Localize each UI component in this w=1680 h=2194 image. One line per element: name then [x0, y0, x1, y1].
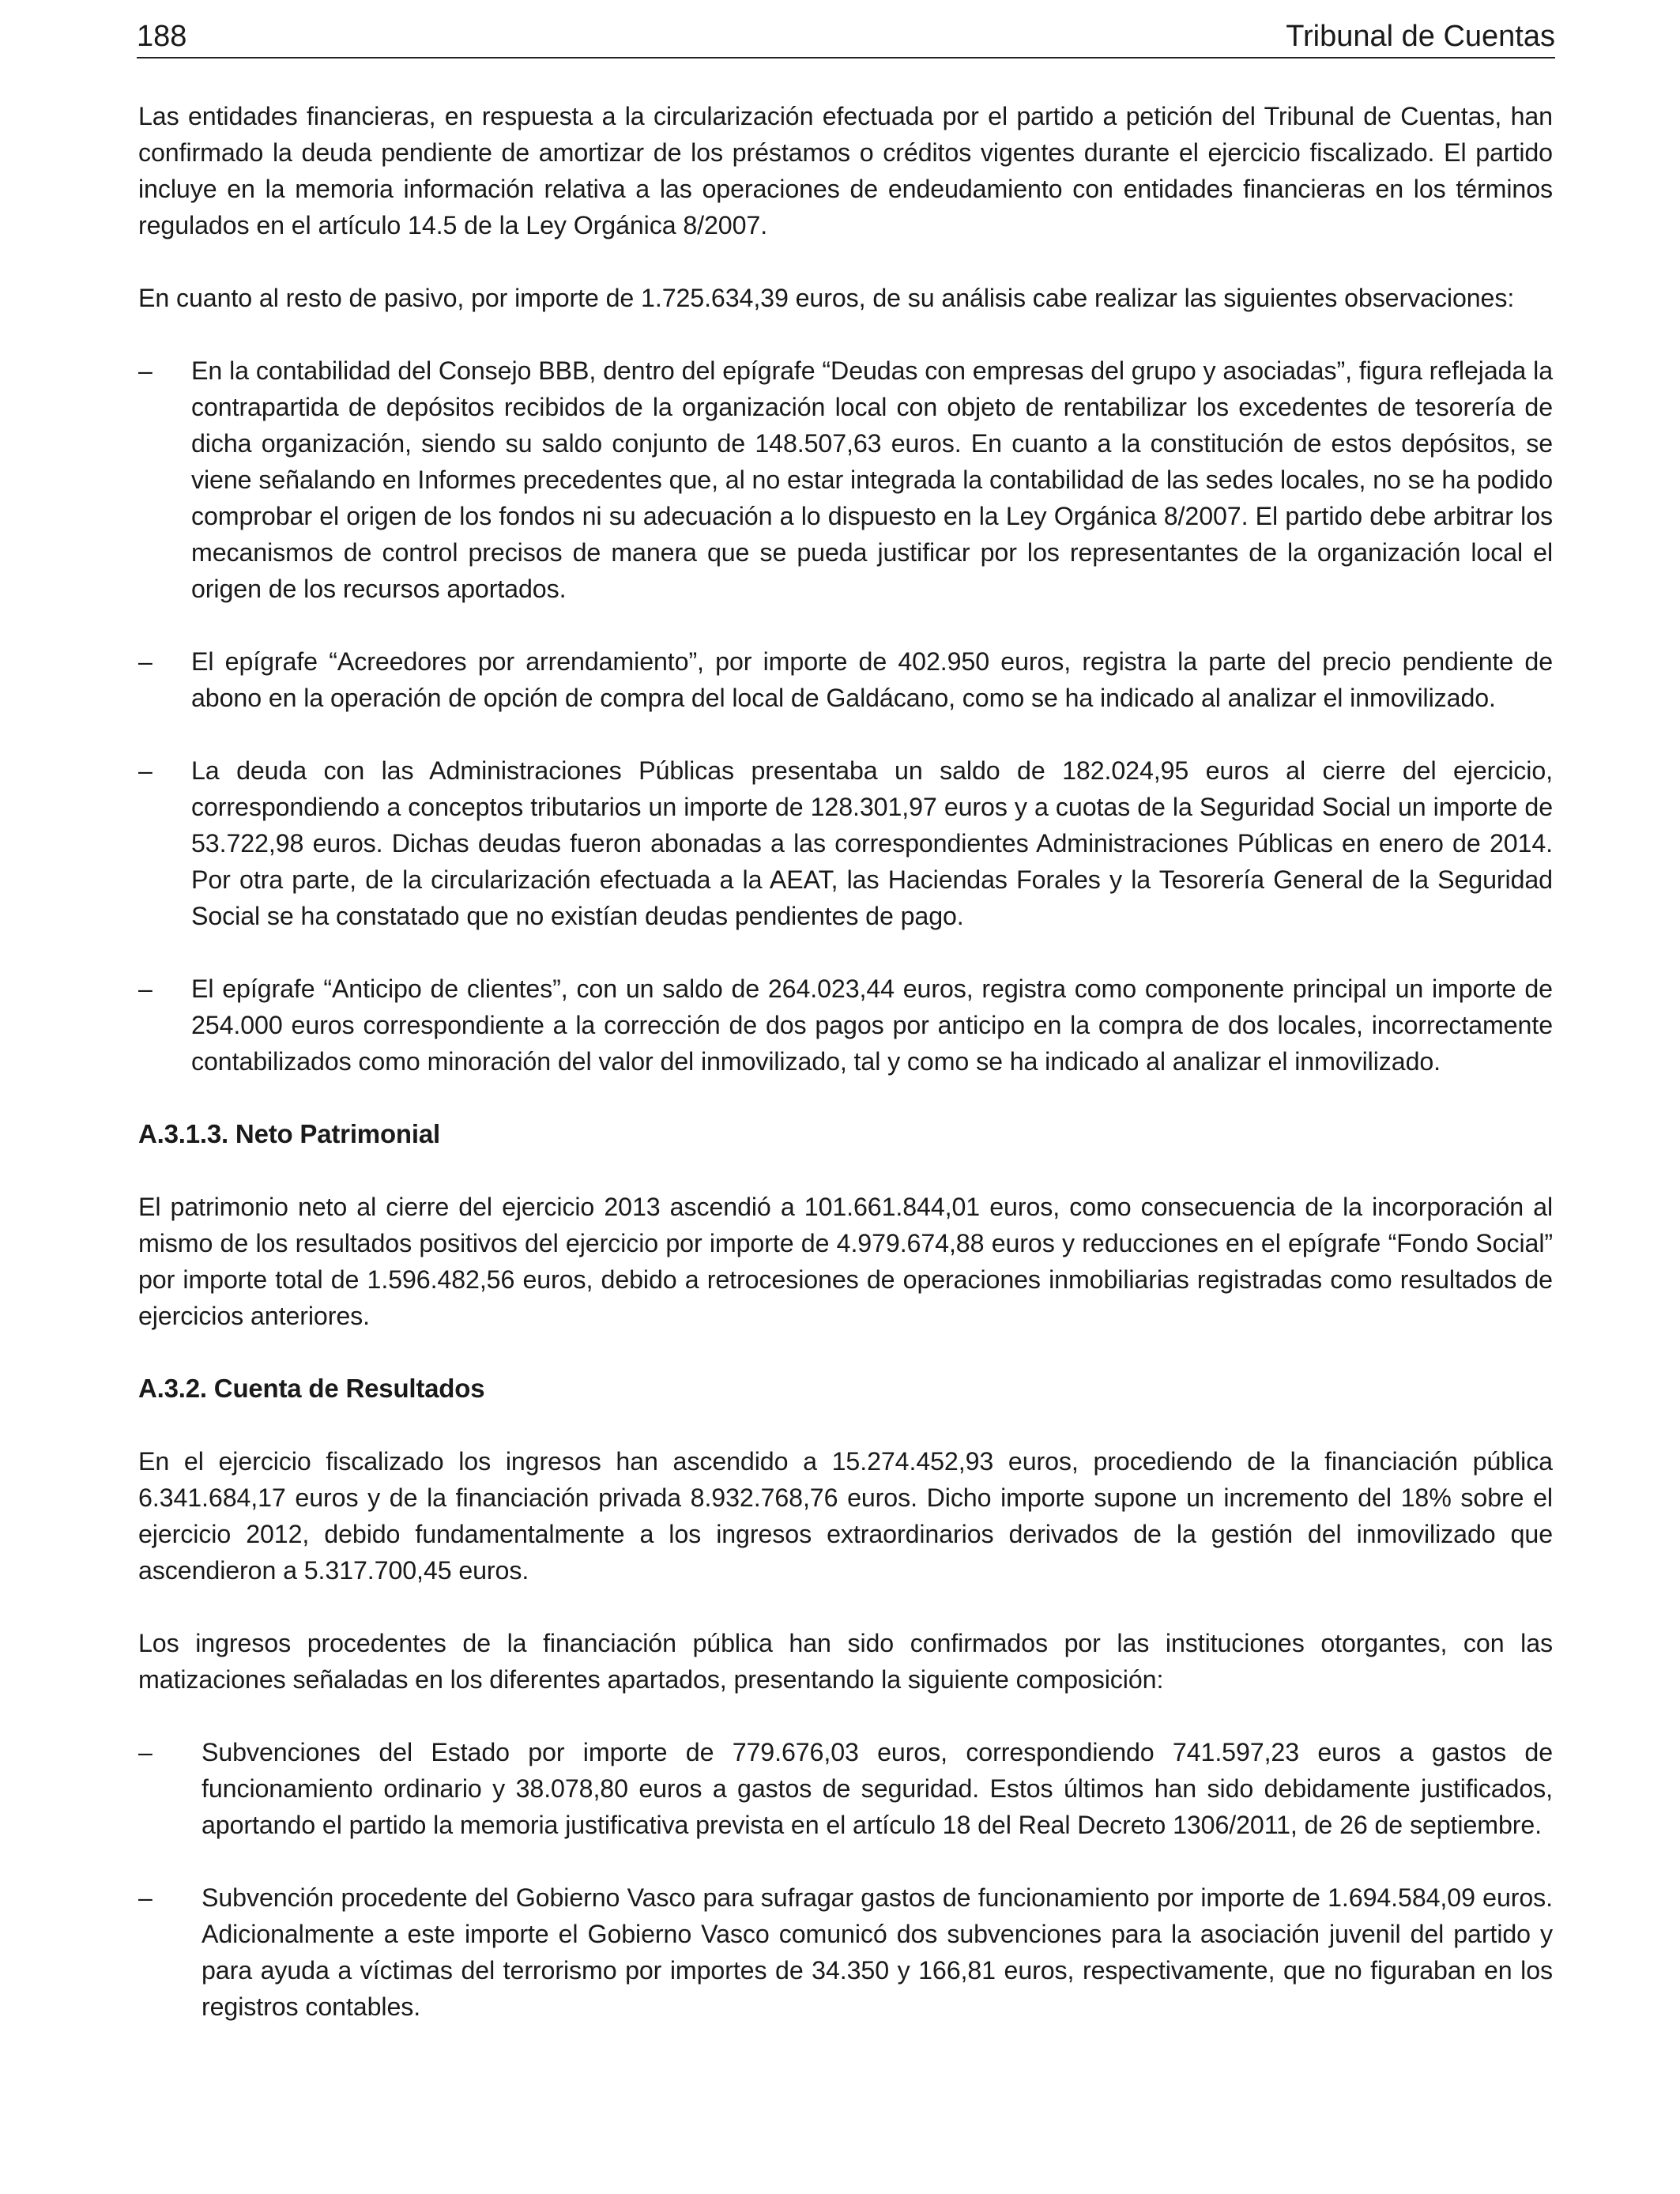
list-item — [138, 1879, 1553, 2025]
list-item — [138, 971, 1553, 1080]
dash-bullet: – — [138, 1738, 153, 1766]
paragraph-patrimonio-neto: El patrimonio neto al cierre del ejercicio 2013 ascendió a 101.661.844,01 euros, como consecuencia de la incorporación al mismo de los resultados positivos del ejercicio por importe de 4.979.674,88 euros y reducciones en el epígrafe “Fondo Social” por importe total de 1.596.482,56 euros, debido a retrocesiones de operaciones inmobiliarias registradas como resultados de ejercicios anteriores. — [138, 1193, 1553, 1330]
page-header — [137, 16, 1555, 58]
paragraph-ingresos: En el ejercicio fiscalizado los ingresos han ascendido a 15.274.452,93 euros, procediendo de la financiación pública 6.341.684,17 euros y de la financiación privada 8.932.768,76 euros. Dicho importe supone un incremento del 18% sobre el ejercicio 2012, debido fundamentalmente a los ingresos extraordinarios derivados de la gestión del inmovilizado que ascendieron a 5.317.700,45 euros. — [138, 1447, 1553, 1585]
list-item-text: En la contabilidad del Consejo BBB, dentro del epígrafe “Deudas con empresas del grupo y asociadas”, figura reflejada la contrapartida de depósitos recibidos de la organización local con objeto de rentabilizar los excedentes de tesorería de dicha organización, siendo su saldo conjunto de 148.507,63 euros. En cuanto a la constitución de estos depósitos, se viene señalando en Informes precedentes que, al no estar integrada la contabilidad de las sedes locales, no se ha podido comprobar el origen de los fondos ni su adecuación a lo dispuesto en la Ley Orgánica 8/2007. El partido debe arbitrar los mecanismos de control precisos de manera que se pueda justificar por los representantes de la organización local el origen de los recursos aportados. — [191, 356, 1553, 603]
section-heading-cuenta-resultados: A.3.2. Cuenta de Resultados — [138, 1374, 485, 1403]
list-item-text: La deuda con las Administraciones Públicas presentaba un saldo de 182.024,95 euros al cierre del ejercicio, correspondiendo a conceptos tributarios un importe de 128.301,97 euros y a cuotas de la Seguridad Social un importe de 53.722,98 euros. Dichas deudas fueron abonadas a las correspondientes Administraciones Públicas en enero de 2014. Por otra parte, de la circularización efectuada a la AEAT, las Haciendas Forales y la Tesorería General de la Seguridad Social se ha constatado que no existían deudas pendientes de pago. — [191, 756, 1553, 930]
list-item-text: Subvenciones del Estado por importe de 779.676,03 euros, correspondiendo 741.597,23 euros a gastos de funcionamiento ordinario y 38.078,80 euros a gastos de seguridad. Estos últimos han sido debidamente justificados, aportando el partido la memoria justificativa prevista en el artículo 18 del Real Decreto 1306/2011, de 26 de septiembre. — [202, 1738, 1553, 1839]
paragraph-entidades-financieras: Las entidades financieras, en respuesta a la circularización efectuada por el partido a petición del Tribunal de Cuentas, han confirmado la deuda pendiente de amortizar de los préstamos o créditos vigentes durante el ejercicio fiscalizado. El partido incluye en la memoria información relativa a las operaciones de endeudamiento con entidades financieras en los términos regulados en el artículo 14.5 de la Ley Orgánica 8/2007. — [138, 102, 1553, 239]
list-item — [138, 352, 1553, 607]
page-body — [138, 98, 1553, 2025]
section-heading-neto-patrimonial: A.3.1.3. Neto Patrimonial — [138, 1119, 440, 1148]
paragraph-financiacion-publica: Los ingresos procedentes de la financiación pública han sido confirmados por las instituciones otorgantes, con las matizaciones señaladas en los diferentes apartados, presentando la siguiente composición: — [138, 1629, 1553, 1694]
header-title: Tribunal de Cuentas — [1286, 20, 1555, 53]
list-item-text: El epígrafe “Anticipo de clientes”, con un saldo de 264.023,44 euros, registra como componente principal un importe de 254.000 euros correspondiente a la corrección de dos pagos por anticipo en la compra de dos locales, incorrectamente contabilizados como minoración del valor del inmovilizado, tal y como se ha indicado al analizar el inmovilizado. — [191, 974, 1553, 1076]
list-item-text: Subvención procedente del Gobierno Vasco para sufragar gastos de funcionamiento por importe de 1.694.584,09 euros. Adicionalmente a este importe el Gobierno Vasco comunicó dos subvenciones para la asociación juvenil del partido y para ayuda a víctimas del terrorismo por importes de 34.350 y 166,81 euros, respectivamente, que no figuraban en los registros contables. — [202, 1883, 1553, 2021]
paragraph-resto-pasivo: En cuanto al resto de pasivo, por importe de 1.725.634,39 euros, de su análisis cabe realizar las siguientes observaciones: — [138, 284, 1515, 312]
dash-bullet: – — [138, 647, 153, 676]
list-item-text: El epígrafe “Acreedores por arrendamiento”, por importe de 402.950 euros, registra la parte del precio pendiente de abono en la operación de opción de compra del local de Galdácano, como se ha indicado al analizar el inmovilizado. — [191, 647, 1553, 712]
list-item — [138, 643, 1553, 716]
page-number: 188 — [137, 20, 187, 53]
dash-bullet: – — [138, 1883, 153, 1912]
dash-bullet: – — [138, 974, 153, 1003]
dash-bullet: – — [138, 356, 153, 385]
dash-bullet: – — [138, 756, 153, 785]
list-item — [138, 752, 1553, 934]
list-item — [138, 1734, 1553, 1843]
